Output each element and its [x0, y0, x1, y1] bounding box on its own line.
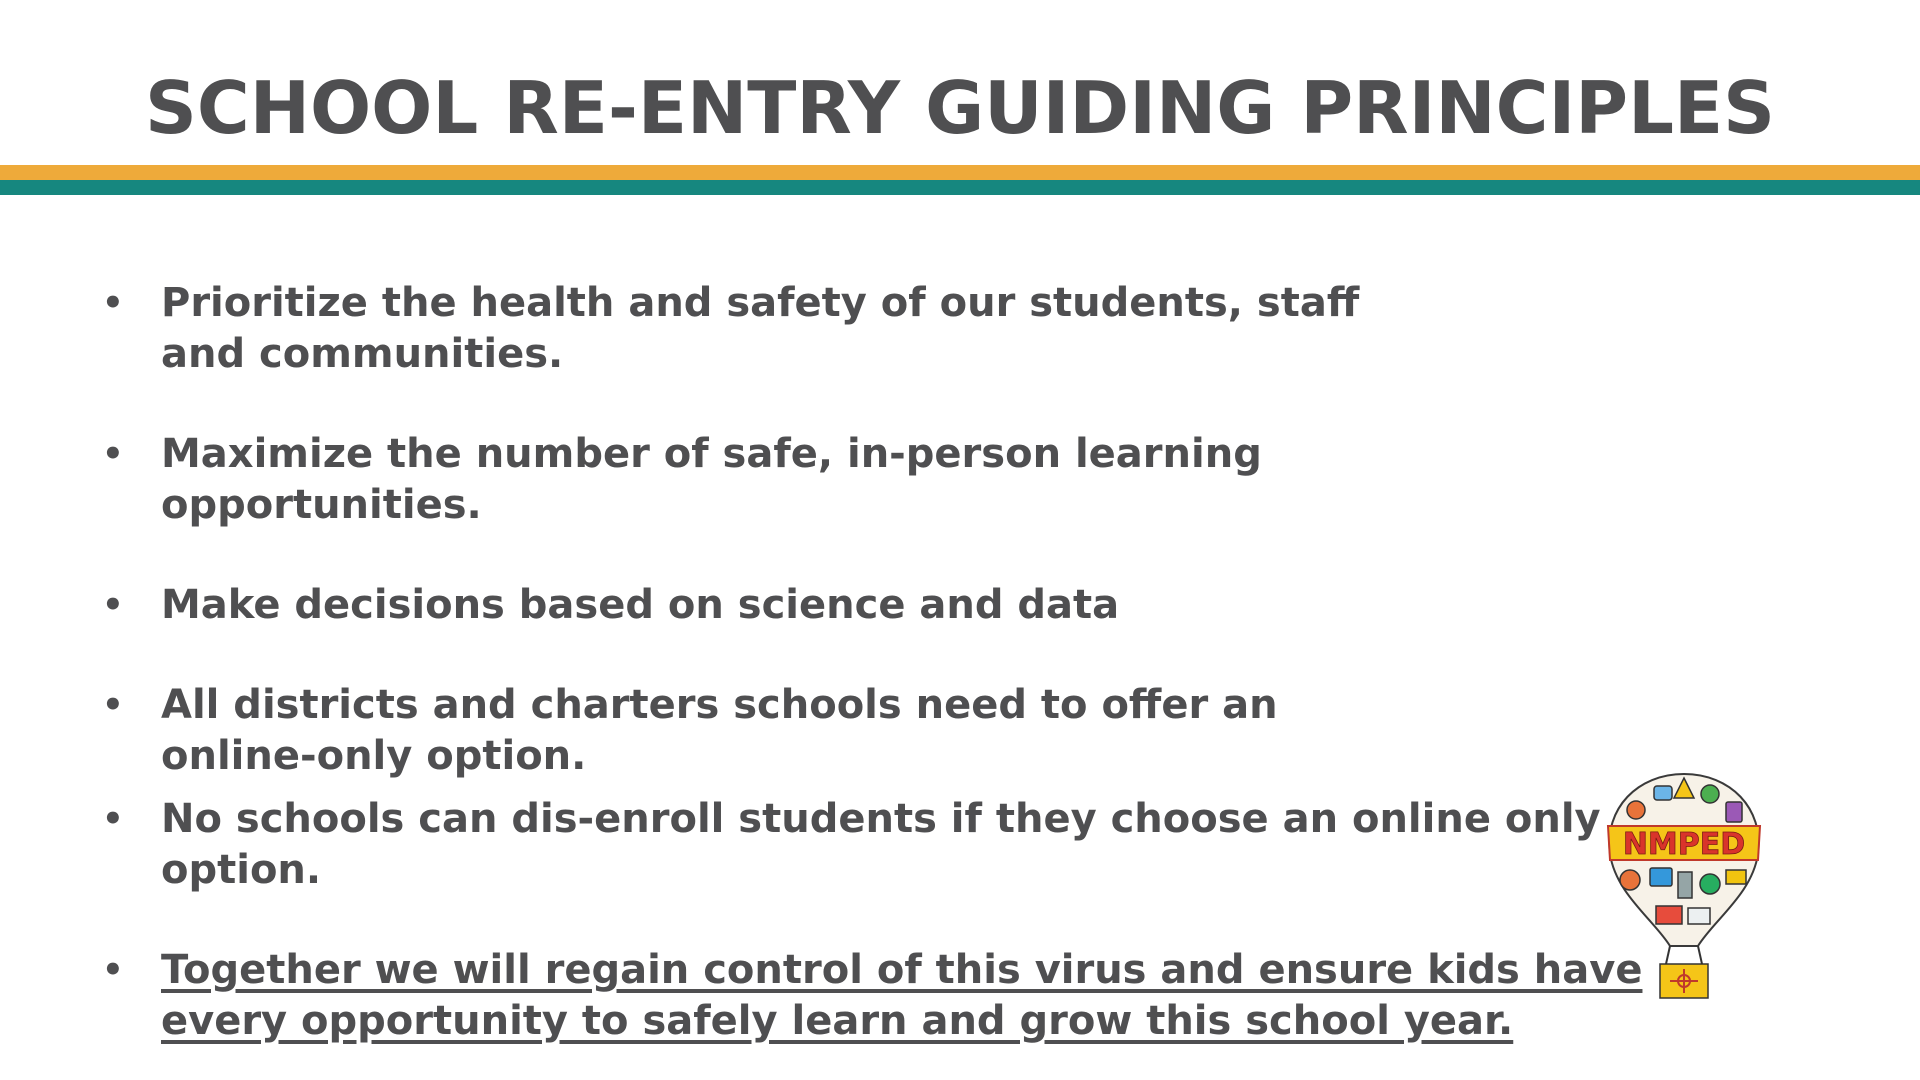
slide-title: SCHOOL RE-ENTRY GUIDING PRINCIPLES — [145, 66, 1775, 150]
bullet-icon: • — [102, 585, 124, 625]
list-item — [98, 680, 1346, 782]
nmped-balloon-logo — [1598, 768, 1770, 1002]
closing-statement — [98, 945, 1648, 1047]
list-item — [98, 580, 1361, 631]
list-item-text: Maximize the number of safe, in-person learning opportunities. — [161, 431, 1262, 528]
list-item — [98, 794, 1661, 896]
list-item — [98, 429, 1336, 531]
bullet-icon: • — [102, 799, 124, 839]
principles-list — [98, 278, 1643, 1047]
list-item — [98, 278, 1411, 380]
closing-statement-line-1: Together we will regain control of this virus and ensure kids have — [161, 947, 1643, 993]
logo-text: NMPED — [1622, 827, 1746, 862]
bullet-icon: • — [102, 283, 124, 323]
orange-divider-stripe — [0, 165, 1920, 180]
list-item-text: No schools can dis-enroll students if they choose an online only option. — [161, 796, 1601, 893]
bullet-icon: • — [102, 685, 124, 725]
closing-statement-line-2: every opportunity to safely learn and grow this school year. — [161, 998, 1514, 1044]
list-item-text: All districts and charters schools need to offer an online-only option. — [161, 682, 1278, 779]
list-item-text: Make decisions based on science and data — [161, 582, 1120, 628]
bullet-icon: • — [102, 434, 124, 474]
teal-divider-stripe — [0, 180, 1920, 195]
bullet-icon: • — [102, 950, 124, 990]
list-item-text: Prioritize the health and safety of our students, staff and communities. — [161, 280, 1360, 377]
